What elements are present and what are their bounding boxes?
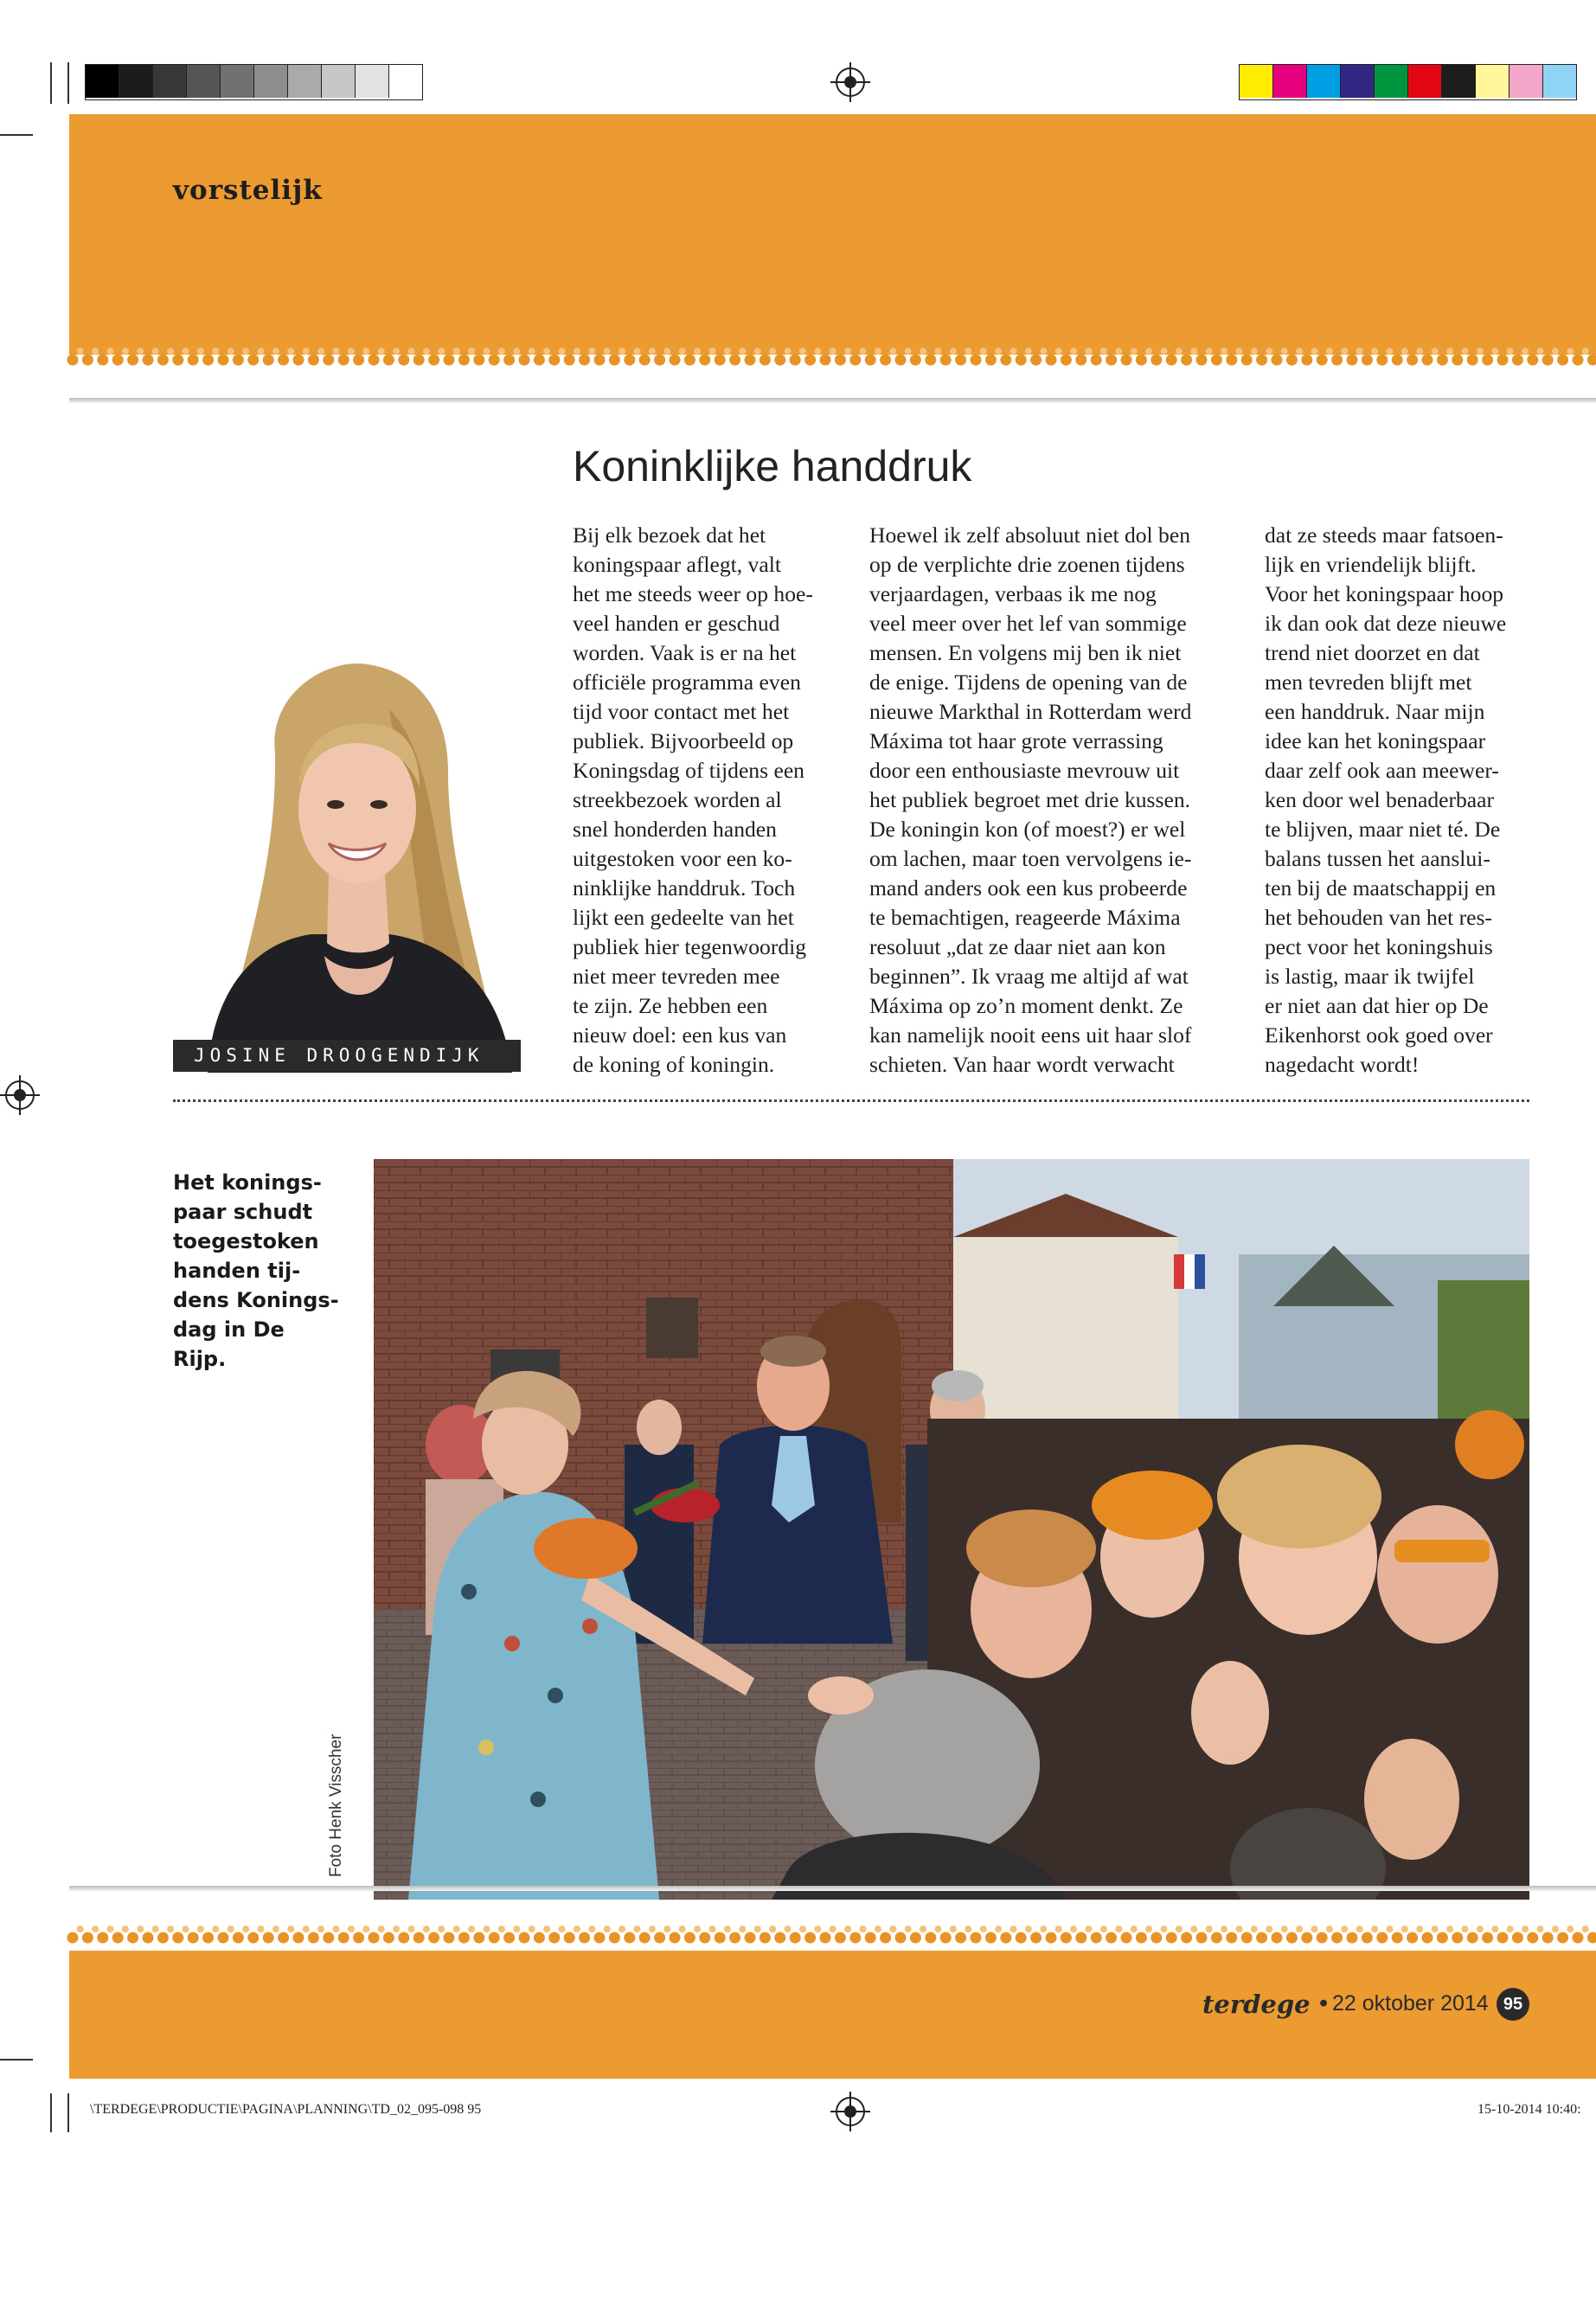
- article-line: koningspaar aflegt, valt: [573, 552, 781, 577]
- color-swatch: [288, 65, 322, 98]
- article-line: om lachen, maar toen vervolgens ie-: [869, 846, 1192, 871]
- article-line: Máxima op zo’n moment denkt. Ze: [869, 993, 1183, 1018]
- dot-border-bottom: [61, 1922, 1596, 1946]
- color-swatch: [1273, 65, 1307, 98]
- article-line: het me steeds weer op hoe-: [573, 581, 813, 606]
- article-headline: Koninklijke handdruk: [573, 442, 972, 490]
- article-line: Hoewel ik zelf absoluut niet dol ben: [869, 522, 1191, 548]
- color-swatch-bar: [1239, 64, 1577, 100]
- color-swatch: [1509, 65, 1543, 98]
- caption-line: Rijp.: [173, 1347, 227, 1371]
- crop-mark: [0, 134, 33, 136]
- header-shadow: [69, 398, 1596, 403]
- page-number: 95: [1497, 1988, 1529, 2021]
- article-line: Koningsdag of tijdens een: [573, 758, 804, 783]
- photo-credit: Foto Henk Visscher: [327, 1734, 345, 1877]
- article-line: officiële programma even: [573, 670, 801, 695]
- color-swatch: [153, 65, 187, 98]
- article-line: Voor het koningspaar hoop: [1265, 581, 1504, 606]
- article-line: nagedacht wordt!: [1265, 1052, 1420, 1077]
- article-line: de koning of koningin.: [573, 1052, 775, 1077]
- article-line: lijkt een gedeelte van het: [573, 905, 794, 930]
- registration-mark-icon: [5, 1080, 35, 1110]
- article-line: te bemachtigen, reageerde Máxima: [869, 905, 1181, 930]
- grayscale-swatch-bar: [85, 64, 423, 100]
- article-line: streekbezoek worden al: [573, 787, 782, 812]
- article-line: het publiek begroet met drie kussen.: [869, 787, 1191, 812]
- article-line: ninklijke handdruk. Toch: [573, 875, 796, 901]
- royal-handshake-photo: [374, 1159, 1529, 1900]
- color-swatch: [1307, 65, 1341, 98]
- article-line: kan namelijk nooit eens uit haar slof: [869, 1022, 1192, 1048]
- registration-mark-icon: [836, 2097, 865, 2126]
- article-line: balans tussen het aanslui-: [1265, 846, 1490, 871]
- article-line: Bij elk bezoek dat het: [573, 522, 766, 548]
- crop-mark: [50, 62, 52, 104]
- article-line: worden. Vaak is er na het: [573, 640, 797, 665]
- article-line: trend niet doorzet en dat: [1265, 640, 1480, 665]
- article-line: een handdruk. Naar mijn: [1265, 699, 1485, 724]
- article-line: De koningin kon (of moest?) er wel: [869, 817, 1186, 842]
- caption-line: Het konings-: [173, 1170, 322, 1195]
- article-line: Eikenhorst ook goed over: [1265, 1022, 1493, 1048]
- color-swatch: [1408, 65, 1442, 98]
- color-swatch: [1442, 65, 1476, 98]
- article-line: op de verplichte drie zoenen tijdens: [869, 552, 1185, 577]
- article-line: te blijven, maar niet té. De: [1265, 817, 1501, 842]
- article-line: ten bij de maatschappij en: [1265, 875, 1497, 901]
- article-line: verjaardagen, verbaas ik me nog: [869, 581, 1157, 606]
- article-line: mensen. En volgens mij ben ik niet: [869, 640, 1182, 665]
- footer-separator: •: [1319, 1990, 1329, 2017]
- color-swatch: [1240, 65, 1273, 98]
- article-line: men tevreden blijft met: [1265, 670, 1472, 695]
- article-line: het behouden van het res-: [1265, 905, 1492, 930]
- issue-date: 22 oktober 2014: [1332, 1991, 1489, 2016]
- article-line: ken door wel benaderbaar: [1265, 787, 1495, 812]
- article-line: publiek hier tegenwoordig: [573, 934, 807, 959]
- color-swatch: [254, 65, 288, 98]
- registration-mark-icon: [836, 67, 865, 97]
- article-line: beginnen”. Ik vraag me altijd af wat: [869, 964, 1189, 989]
- caption-line: dens Konings-: [173, 1288, 339, 1312]
- article-line: daar zelf ook aan meewer-: [1265, 758, 1499, 783]
- crop-mark: [50, 2093, 52, 2132]
- article-line: idee kan het koningspaar: [1265, 728, 1486, 753]
- article-line: veel handen er geschud: [573, 611, 780, 636]
- article-line: resoluut „dat ze daar niet aan kon: [869, 934, 1166, 959]
- author-portrait: [173, 657, 521, 1073]
- author-name: JOSINE DROOGENDIJK: [173, 1040, 521, 1072]
- color-swatch: [1476, 65, 1509, 98]
- article-line: publiek. Bijvoorbeeld op: [573, 728, 794, 753]
- article-column-1: [573, 521, 836, 1080]
- article-line: veel meer over het lef van sommige: [869, 611, 1187, 636]
- color-swatch: [187, 65, 221, 98]
- color-swatch: [119, 65, 153, 98]
- photo-caption: [173, 1168, 346, 1374]
- crop-mark: [67, 2093, 69, 2132]
- article-line: lijk en vriendelijk blijft.: [1265, 552, 1477, 577]
- article-line: de enige. Tijdens de opening van de: [869, 670, 1188, 695]
- magazine-logo: terdege: [1202, 1990, 1311, 2019]
- article-line: tijd voor contact met het: [573, 699, 790, 724]
- article-line: mand anders ook een kus probeerde: [869, 875, 1188, 901]
- article-line: ik dan ook dat deze nieuwe: [1265, 611, 1507, 636]
- article-line: door een enthousiaste mevrouw uit: [869, 758, 1180, 783]
- caption-line: toegestoken: [173, 1229, 319, 1253]
- article-line: schieten. Van haar wordt verwacht: [869, 1052, 1175, 1077]
- crop-mark: [67, 62, 69, 104]
- production-timestamp: 15-10-2014 10:40:: [1477, 2102, 1581, 2117]
- article-line: er niet aan dat hier op De: [1265, 993, 1489, 1018]
- section-divider: [173, 1099, 1529, 1102]
- color-swatch: [356, 65, 389, 98]
- article-line: te zijn. Ze hebben een: [573, 993, 768, 1018]
- article-line: dat ze steeds maar fatsoen-: [1265, 522, 1503, 548]
- article-column-3: [1265, 521, 1533, 1080]
- caption-line: dag in De: [173, 1317, 285, 1342]
- crop-mark: [0, 2059, 33, 2061]
- color-swatch: [1375, 65, 1408, 98]
- footer-shadow: [69, 1886, 1596, 1891]
- caption-line: handen tij-: [173, 1259, 301, 1283]
- article-line: pect voor het koningshuis: [1265, 934, 1493, 959]
- production-slug: \TERDEGE\PRODUCTIE\PAGINA\PLANNING\TD_02_095-098 95: [90, 2102, 482, 2117]
- section-label: vorstelijk: [173, 175, 323, 206]
- article-column-2: [869, 521, 1233, 1080]
- color-swatch: [322, 65, 356, 98]
- color-swatch: [1543, 65, 1576, 98]
- article-line: Máxima tot haar grote verrassing: [869, 728, 1163, 753]
- article-line: niet meer tevreden mee: [573, 964, 780, 989]
- caption-line: paar schudt: [173, 1200, 313, 1224]
- header-band: [69, 114, 1596, 355]
- dot-border-top: [61, 344, 1596, 369]
- color-swatch: [86, 65, 119, 98]
- color-swatch: [1341, 65, 1375, 98]
- article-line: nieuw doel: een kus van: [573, 1022, 787, 1048]
- color-swatch: [221, 65, 254, 98]
- article-line: snel honderden handen: [573, 817, 777, 842]
- color-swatch: [389, 65, 422, 98]
- article-line: nieuwe Markthal in Rotterdam werd: [869, 699, 1192, 724]
- article-line: is lastig, maar ik twijfel: [1265, 964, 1475, 989]
- article-line: uitgestoken voor een ko-: [573, 846, 792, 871]
